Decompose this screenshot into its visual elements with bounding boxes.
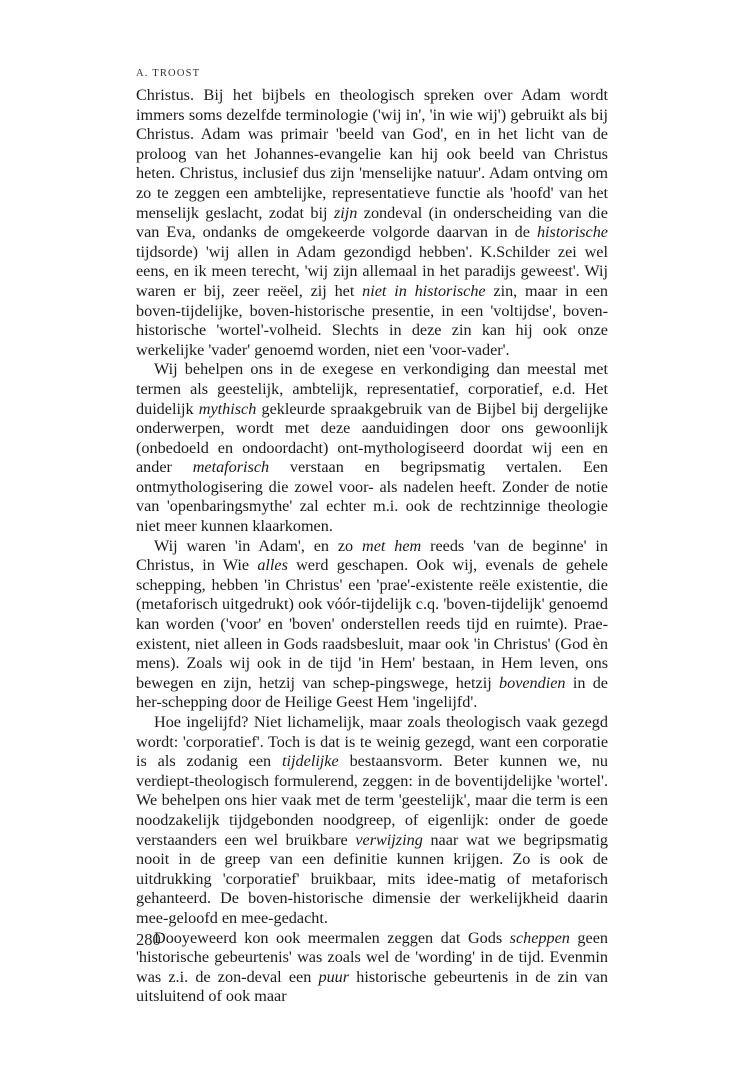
text-run: reeds 'van de beginne' in Christus, in Wie [136,536,608,575]
paragraph [136,360,608,536]
italic-text: tijdelijke [282,752,339,771]
text-run: Christus. Bij het bijbels en theologisch spreken over Adam wordt immers soms dezelfde terminologie ('wij in', 'in wie wij') gebruikt als bij Christus. Adam was primair 'beeld van God', en in het licht van de proloog van het Johannes-evangelie kan hij ook beeld van Christus heten. Christus, inclusief dus zijn 'menselijke natuur'. Adam ontving om zo te zeggen een ambtelijke, representatieve functie als 'hoofd' van het menselijk geslacht, zodat bij [136,86,608,222]
text-run: Wij waren 'in Adam', en zo [154,536,363,555]
italic-text: bovendien [499,673,566,692]
italic-text: met hem [362,536,422,555]
text-run: Dooyeweerd kon ook meermalen zeggen dat Gods [154,928,510,947]
page-number: 280 [136,930,161,949]
text-run: naar wat we begripsmatig nooit in de greep van een definitie kunnen krijgen. Zo is ook de uitdrukking 'corporatief' bruikbaar, mits idee-matig of metaforisch gehanteerd. De boven-historische dimensie der werkelijkheid daarin mee-geloofd en mee-gedacht. [136,830,608,927]
text-run: geen 'historische gebeurtenis' was zoals wel de 'wording' in de tijd. Evenmin was z.i. de zon-deval een [136,928,608,986]
text-run: zin, maar in een boven-tijdelijke, boven-historische presentie, in een 'voltijdse', boven-historische 'wortel'-volheid. Slechts in deze zin kan hij ook onze werkelijke 'vader' genoemd worden, niet een 'voor-vader'. [136,281,608,359]
italic-text: puur [318,967,350,986]
text-run: werd geschapen. Ook wij, evenals de gehele schepping, hebben 'in Christus' een 'prae'-existente reële existentie, die (metaforisch uitgedrukt) ook vóór-tijdelijk c.q. 'boven-tijdelijk' genoemd kan worden ('voor' en 'boven' onderstellen reeds tijd en ruimte). Prae-existent, niet alleen in Gods raadsbesluit, maar ook 'in Christus' (God èn mens). Zoals wij ook in de tijd 'in Hem' bestaan, in Hem leven, ons bewegen en zijn, hetzij van schep-pingswege, hetzij [136,556,608,692]
italic-text: scheppen [509,928,570,947]
body-text [136,86,608,1007]
text-run: verstaan en begripsmatig vertalen. Een ontmythologisering die zowel voor- als nadelen heeft. Zonder de notie van 'openbaringsmythe' zal echter m.i. ook de rechtzinnige theologie niet meer kunnen klaarkomen. [136,458,608,536]
paragraph [136,537,608,713]
italic-text: zijn [333,203,358,222]
text-run: in de her-schepping door de Heilige Geest Hem 'ingelijfd'. [136,673,608,712]
text-run: Hoe ingelijfd? Niet lichamelijk, maar zoals theologisch vaak gezegd wordt: 'corporatief'. Toch is dat is te weinig gezegd, want een corporatie is als zodanig een [136,713,608,771]
italic-text: historische [536,223,608,242]
italic-text: niet in historische [362,281,486,300]
italic-text: metaforisch [192,458,270,477]
italic-text: verwijzing [355,830,423,849]
text-run: zondeval (in onderscheiding van die van Eva, ondanks de omgekeerde volgorde daarvan in de [136,203,608,242]
text-run: bestaansvorm. Beter kunnen we, nu verdiept-theologisch formulerend, zeggen: in de boventijdelijke 'wortel'. We behelpen ons hier vaak met de term 'geestelijk', maar die term is een noodzakelijk tijdgebonden noodgreep, of eigenlijk: onder de goede verstaanders een wel bruikbare [136,752,609,849]
paragraph [136,929,608,1007]
text-run: Wij behelpen ons in de exegese en verkondiging dan meestal met termen als geestelijk, ambtelijk, representatief, corporatief, e.d. Het duidelijk [136,360,608,418]
italic-text: alles [257,556,288,575]
paragraph [136,713,608,929]
paragraph [136,86,608,360]
text-run: historische gebeurtenis in de zin van uitsluitend of ook maar [136,967,609,1006]
italic-text: mythisch [198,399,257,418]
text-run: tijdsorde) 'wij allen in Adam gezondigd hebben'. K.Schilder zei wel eens, en ik meen terecht, 'wij zijn allemaal in het paradijs geweest'. Wij waren er bij, zeer reëel, zij het [136,242,608,300]
text-run: gekleurde spraakgebruik van de Bijbel bij dergelijke onderwerpen, wordt met deze aanduidingen door ons gewoonlijk (onbedoeld en ondoordacht) ont-mythologiseerd doordat wij een en ander [136,399,608,477]
running-head: A. TROOST [136,68,201,79]
